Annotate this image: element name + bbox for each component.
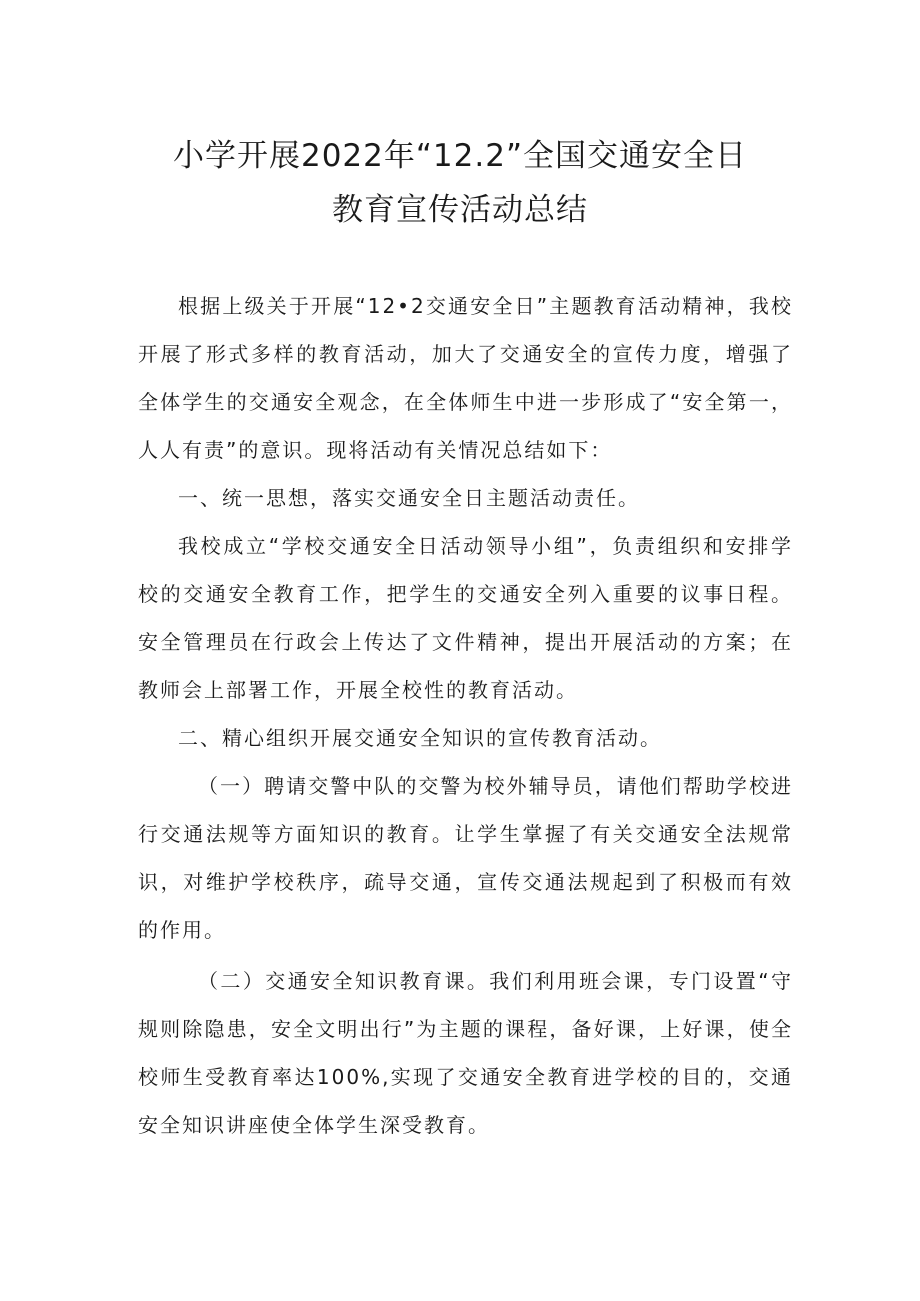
section-heading-2: 二、精心组织开展交通安全知识的宣传教育活动。 <box>178 726 662 750</box>
document-title-line-2: 教育宣传活动总结 <box>332 192 588 228</box>
intro-paragraph: 根据上级关于开展“12•2交通安全日”主题教育活动精神，我校开展了形式多样的教育活动，加大了交通安全的宣传力度，增强了全体学生的交通安全观念，在全体师生中进一步形成了“安全第一，人人有责”的意识。现将活动有关情况总结如下： <box>138 294 793 462</box>
document-title-line-1: 小学开展2022年“12.2”全国交通安全日 <box>172 138 748 174</box>
document-body <box>138 282 793 1149</box>
section-2-item-2: （二）交通安全知识教育课。我们利用班会课，专门设置“守规则除隐患，安全文明出行”为主题的课程，备好课，上好课，使全校师生受教育率达100%,实现了交通安全教育进学校的目的，交通安全知识讲座使全体学生深受教育。 <box>138 969 793 1137</box>
section-2-item-1: （一）聘请交警中队的交警为校外辅导员，请他们帮助学校进行交通法规等方面知识的教育。让学生掌握了有关交通安全法规常识，对维护学校秩序，疏导交通，宣传交通法规起到了积极而有效的作用。 <box>138 774 793 942</box>
section-heading-1: 一、统一思想，落实交通安全日主题活动责任。 <box>178 486 640 510</box>
section-1-paragraph: 我校成立“学校交通安全日活动领导小组”，负责组织和安排学校的交通安全教育工作，把学生的交通安全列入重要的议事日程。安全管理员在行政会上传达了文件精神，提出开展活动的方案；在教师会上部署工作，开展全校性的教育活动。 <box>138 534 793 702</box>
